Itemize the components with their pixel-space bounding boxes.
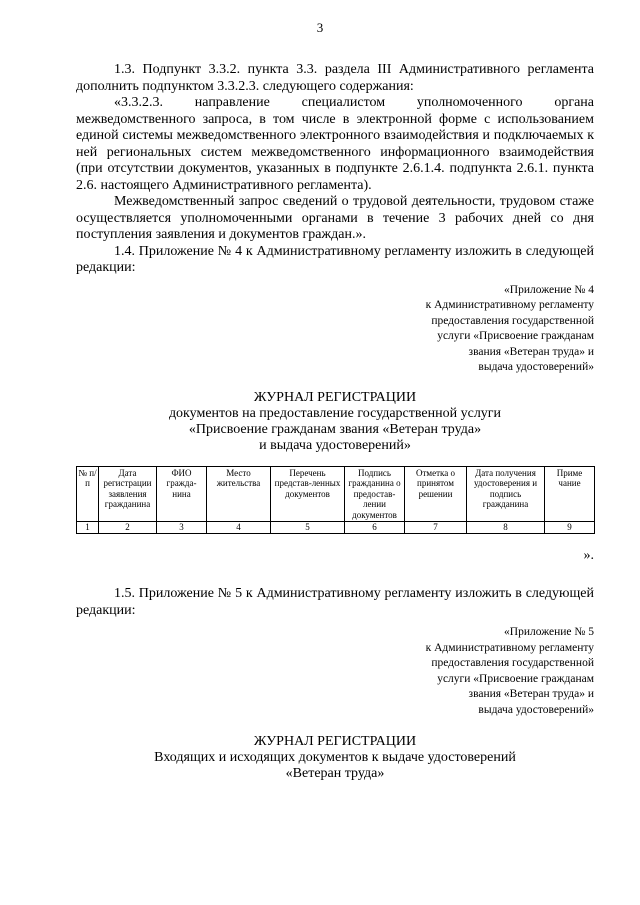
- column-header: Место жительства: [207, 466, 271, 522]
- table-row: [77, 522, 595, 534]
- column-number: 5: [271, 522, 345, 534]
- journal-1-subtitle: и выдача удостоверений»: [259, 437, 411, 453]
- page-number: 3: [316, 20, 324, 35]
- appendix-4-line: услуги «Присвоение гражданам: [437, 330, 594, 342]
- column-number: 4: [207, 522, 271, 534]
- appendix-5-header: [366, 625, 594, 718]
- appendix-4-header: [366, 283, 594, 376]
- appendix-5-line: звания «Ветеран труда» и: [468, 688, 594, 700]
- column-header: Подпись гражданина о предостав-лении документов: [345, 466, 405, 522]
- journal-1-subtitle: «Присвоение гражданам звания «Ветеран труда»: [188, 421, 482, 437]
- registration-table: [76, 466, 595, 535]
- column-number: 6: [345, 522, 405, 534]
- appendix-4-line: звания «Ветеран труда» и: [468, 345, 594, 358]
- column-number: 1: [77, 522, 99, 534]
- journal-1-title: [76, 390, 594, 454]
- journal-2-title: [76, 734, 594, 782]
- column-number: 9: [545, 522, 595, 534]
- appendix-4-line: выдача удостоверений»: [478, 361, 594, 373]
- appendix-5-line: предоставления государственной: [431, 657, 594, 669]
- column-header: Перечень представ-ленных документов: [271, 466, 345, 522]
- paragraph-1-4: 1.4. Приложение № 4 к Административному регламенту изложить в следующей редакции:: [76, 243, 594, 275]
- column-header: Дата получения удостоверения и подпись гражданина: [467, 466, 545, 522]
- paragraph-1-5: 1.5. Приложение № 5 к Административному регламенту изложить в следующей редакции:: [76, 586, 594, 618]
- column-number: 8: [467, 522, 545, 534]
- column-number: 7: [405, 522, 467, 534]
- paragraph-1-3: 1.3. Подпункт 3.3.2. пункта 3.3. раздела III Административного регламента дополнить подпунктом 3.3.2.3. следующего содержания:: [76, 62, 594, 94]
- appendix-5-line: выдача удостоверений»: [478, 703, 594, 716]
- journal-2-heading: ЖУРНАЛ РЕГИСТРАЦИИ: [253, 734, 417, 749]
- journal-1-heading: ЖУРНАЛ РЕГИСТРАЦИИ: [253, 389, 417, 405]
- column-header: Дата регистрации заявления гражданина: [99, 466, 157, 522]
- closing-quote: ».: [583, 548, 594, 563]
- column-number: 3: [157, 522, 207, 534]
- document-body: [76, 62, 594, 782]
- journal-1-subtitle: документов на предоставление государственной услуги: [168, 405, 502, 421]
- journal-2-subtitle: «Ветеран труда»: [285, 766, 385, 781]
- appendix-5-line: к Административному регламенту: [425, 641, 594, 654]
- column-header: Приме чание: [545, 466, 595, 522]
- appendix-4-line: «Приложение № 4: [504, 283, 594, 296]
- column-header: Отметка о принятом решении: [405, 466, 467, 522]
- journal-2-subtitle: Входящих и исходящих документов к выдаче удостоверений: [154, 750, 516, 765]
- appendix-4-line: к Административному регламенту: [425, 299, 594, 311]
- paragraph-3-3-2-3: «3.3.2.3. направление специалистом уполномоченного органа межведомственного запроса, в том числе в электронной форме с использованием единой системы межведомственного электронного взаимодействия и подключаемых к ней региональных систем межведомственного информационного взаимодействия (при отсутствии документов, указанных в подпункте 2.6.1.4. подпункта 2.6.1. пункта 2.6. настоящего Административного регламента).: [76, 95, 594, 193]
- appendix-4-line: предоставления государственной: [431, 314, 594, 327]
- appendix-5-line: «Приложение № 5: [504, 626, 594, 638]
- column-number: 2: [99, 522, 157, 534]
- column-header: № п/п: [77, 466, 99, 522]
- paragraph-interdepartmental-request: Межведомственный запрос сведений о трудовой деятельности, трудовом стаже осуществляется уполномоченными органами в течение 3 рабочих дней со дня поступления заявления и документов граждан.».: [76, 194, 594, 242]
- table-header-row: [77, 466, 595, 522]
- appendix-5-line: услуги «Присвоение гражданам: [437, 672, 594, 685]
- column-header: ФИО гражда-нина: [157, 466, 207, 522]
